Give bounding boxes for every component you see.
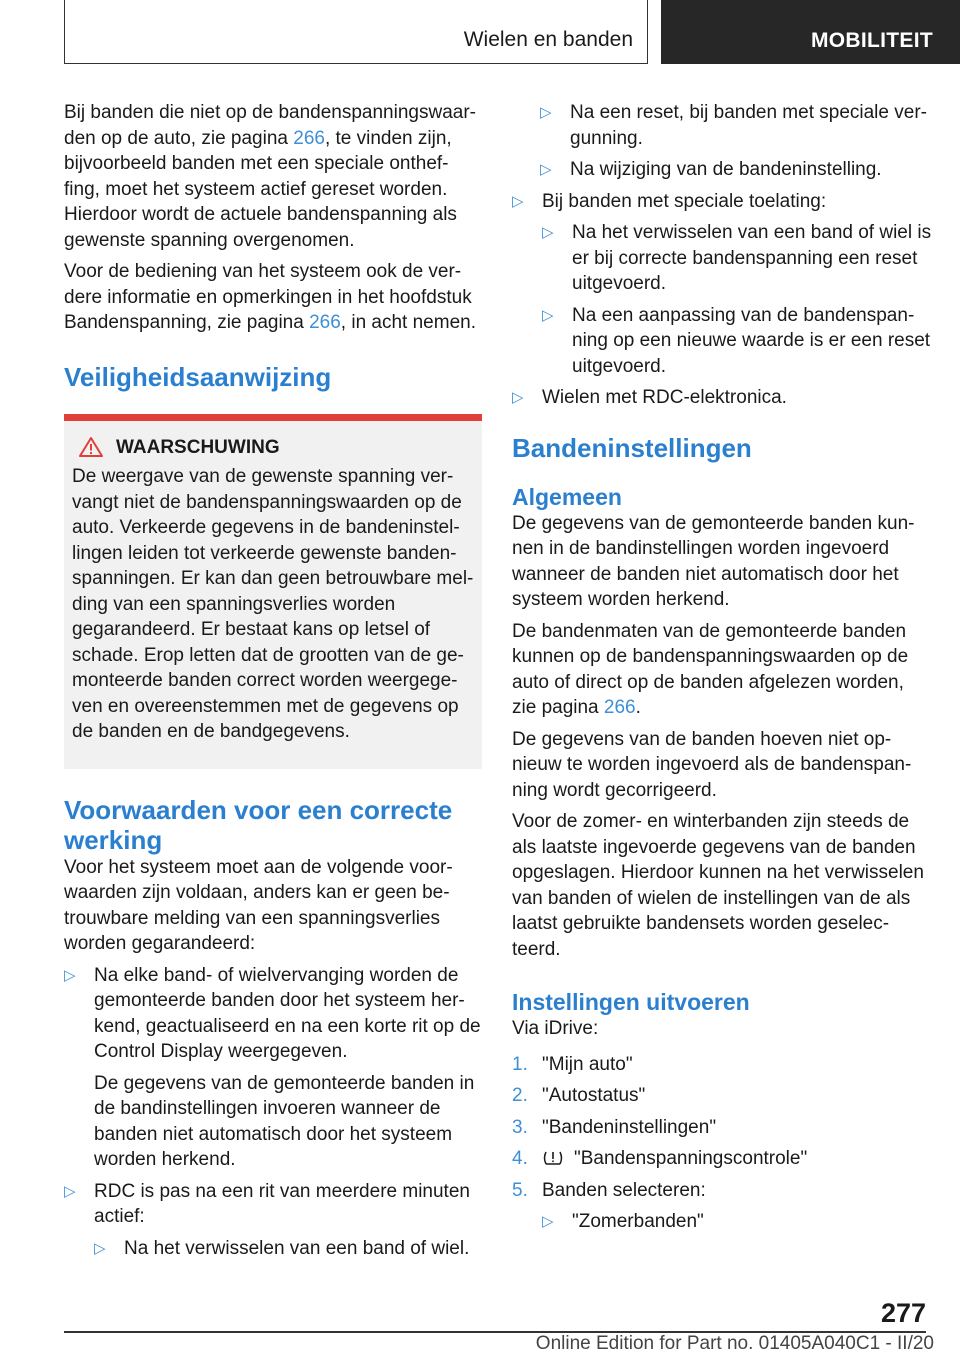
page-link[interactable]: 266: [603, 697, 636, 718]
right-column: [512, 100, 932, 1241]
list-item: ▷ "Zomerbanden": [542, 1209, 932, 1235]
left-column: [64, 100, 482, 1267]
list-item: ▷ Na een aanpassing van de bandenspan-ning op een nieuwe waarde is er een reset uitgevoerd.: [542, 304, 931, 377]
triangle-bullet-icon: ▷: [94, 1239, 106, 1257]
header-chapter-label: MOBILITEIT: [811, 29, 933, 52]
step-item: 1. "Mijn auto": [512, 1053, 633, 1075]
list-item: ▷ Na wijziging van de bandeninstelling.: [540, 157, 932, 183]
triangle-bullet-icon: ▷: [540, 104, 552, 121]
header-section-box: [64, 0, 648, 64]
list-item: ▷ Na het verwisselen van een band of wiel.: [94, 1236, 482, 1262]
safety-heading: Veiligheidsaanwijzing: [64, 361, 332, 392]
warning-divider: [64, 414, 482, 421]
list-item: ▷ Bij banden met speciale toelating: ▷ Na het verwisselen van een band of wiel is er bij correcte bandenspanning een reset uitgevoerd. ▷ Na een aanpassing van de bandenspan-ning op een nieuwe waarde is er een reset uitgevoerd.: [512, 189, 932, 380]
general-paragraph-3: De gegevens van de banden hoeven niet op-nieuw te worden ingevoerd als de bandenspan-ning wordt gecorrigeerd.: [512, 728, 912, 801]
conditions-list-continued: [512, 189, 932, 411]
triangle-bullet-icon: ▷: [542, 1213, 554, 1230]
triangle-bullet-icon: ▷: [64, 966, 76, 984]
page-number: 277: [880, 1298, 926, 1328]
tire-pressure-icon: [542, 1149, 564, 1167]
page-link[interactable]: 266: [293, 127, 325, 149]
conditions-intro: Voor het systeem moet aan de volgende voor-waarden zijn voldaan, anders kan er geen be-trouwbare melding van een spanningsverlies worden gegarandeerd:: [64, 856, 453, 954]
list-item: ▷ Na het verwisselen van een band of wiel is er bij correcte bandenspanning een reset uitgevoerd.: [542, 222, 932, 294]
general-paragraph-4: Voor de zomer- en winterbanden zijn steeds de als laatste ingevoerde gegevens van de banden opgeslagen. Hierdoor kunnen na het verwisselen van banden of wielen de instellingen van de als laatst gebruikte bandensets worden geselec-teerd.: [512, 811, 924, 960]
warning-title-row: [72, 435, 474, 461]
footer-edition: Online Edition for Part no. 01405A040C1 - II/20: [535, 1333, 934, 1354]
steps-list: [512, 1052, 932, 1235]
warning-box: [64, 421, 482, 769]
sub-list: [94, 1236, 482, 1262]
triangle-bullet-icon: ▷: [64, 1182, 76, 1200]
triangle-bullet-icon: ▷: [512, 192, 524, 210]
warning-title: WAARSCHUWING: [116, 436, 280, 458]
intro-paragraph-2: Voor de bediening van het systeem ook de ver-dere informatie en opmerkingen in het hoofdstuk Bandenspanning, zie pagina 266, in acht nemen.: [64, 261, 476, 333]
conditions-list: [64, 963, 482, 1262]
perform-heading: Instellingen uitvoeren: [512, 989, 750, 1015]
step-item: 2. "Autostatus": [512, 1085, 646, 1106]
warning-text: De weergave van de gewenste spanning ver-vangt niet de bandenspanningswaarden op de auto. Verkeerde gegevens in de bandeninstel-lingen leiden tot verkeerde gewenste banden-spanningen. Er kan dan geen betrouwbare mel-ding van een spanningsverlies worden gegarandeerd. Er bestaat kans op letsel of schade. Erop letten dat de grootten van de ge-monteerde banden correct worden weergege-ven en overeenstemmen met de gegevens op de banden en de bandgegevens.: [72, 466, 474, 742]
warning-triangle-icon: [78, 436, 104, 458]
triangle-bullet-icon: ▷: [542, 306, 554, 324]
settings-heading: Bandeninstellingen: [512, 432, 752, 463]
step-item: 5. Banden selecteren: ▷ "Zomerbanden": [512, 1178, 932, 1235]
triangle-bullet-icon: ▷: [540, 161, 552, 178]
general-paragraph-2: De bandenmaten van de gemonteerde banden kunnen op de bandenspanningswaarden op de auto of direct op de banden afgelezen worden, zie pagina 266.: [512, 620, 909, 718]
intro-paragraph-1: Bij banden die niet op de bandenspanningswaar-den op de auto, zie pagina 266, te vinden zijn, bijvoorbeeld banden met een speciale onthef-fing, moet het systeem actief gereset worden. Hierdoor wordt de actuele bandenspanning als gewenste spanning overgenomen.: [64, 102, 476, 251]
list-item: ▷ Na een reset, bij banden met speciale ver-gunning.: [540, 102, 927, 149]
conditions-heading: Voorwaarden voor een correcte werking: [64, 794, 453, 855]
via-idrive-text: Via iDrive:: [512, 1018, 599, 1039]
triangle-bullet-icon: ▷: [512, 389, 524, 406]
general-paragraph-1: De gegevens van de gemonteerde banden kun-nen in de bandinstellingen worden ingevoerd wanneer de banden niet automatisch door het systeem worden herkend.: [512, 512, 915, 610]
triangle-bullet-icon: ▷: [542, 224, 554, 241]
sub-list: [542, 220, 932, 379]
sub-list: [512, 100, 932, 183]
list-item: ▷ Wielen met RDC-elektronica.: [512, 385, 932, 411]
general-heading: Algemeen: [512, 483, 622, 510]
header-section-title: Wielen en banden: [463, 28, 633, 51]
list-item: ▷ Na elke band- of wielvervanging worden de gemonteerde banden door het systeem her-kend, geactualiseerd en na een korte rit op de Control Display weergegeven. De gegevens van de gemonteerde banden in de bandinstellingen invoeren wanneer de banden niet automatisch door het systeem worden herkend.: [64, 964, 481, 1170]
list-item: ▷ RDC is pas na een rit van meerdere minuten actief: ▷ Na het verwisselen van een band of wiel.: [64, 1179, 482, 1262]
page-link[interactable]: 266: [309, 312, 341, 333]
sub-list: [542, 1209, 932, 1235]
header-chapter-tab: [661, 0, 960, 64]
step-item: 3. "Bandeninstellingen": [512, 1116, 717, 1138]
step-item: 4. "Bandenspanningscontrole": [512, 1148, 808, 1169]
